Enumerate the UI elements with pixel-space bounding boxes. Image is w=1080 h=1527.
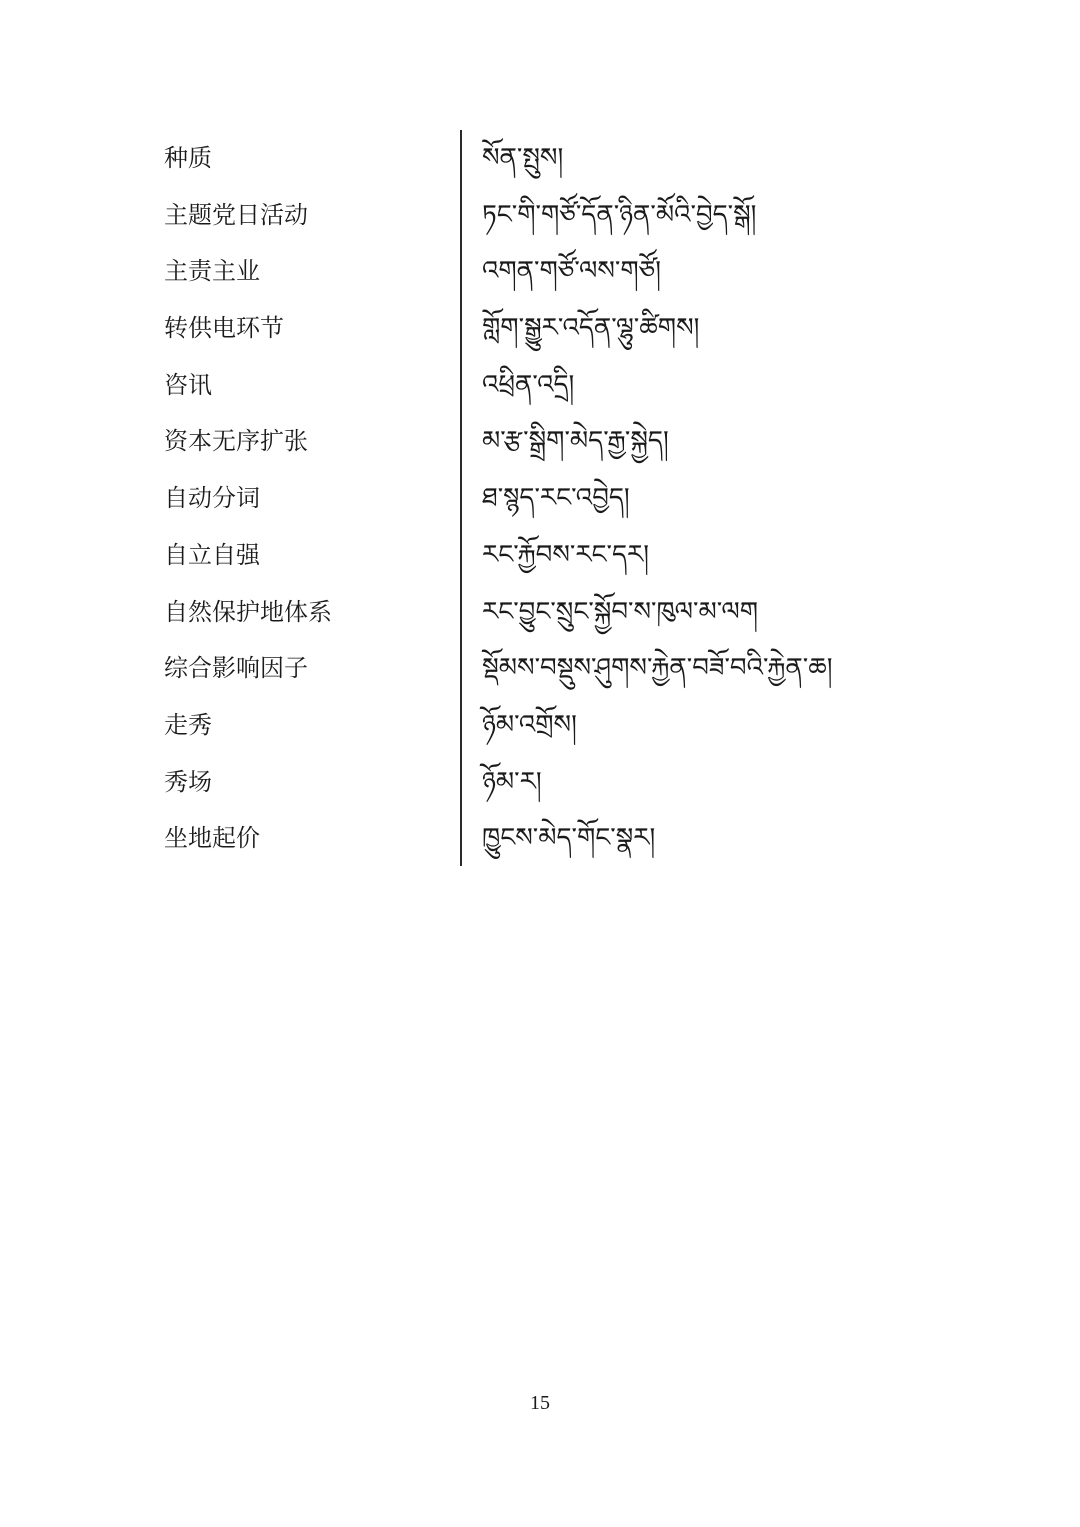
chinese-term: 自然保护地体系 xyxy=(164,597,332,626)
tibetan-term: འཕྲིན་འདྲི། xyxy=(482,369,575,400)
tibetan-term: སོན་སྤུས། xyxy=(482,143,564,173)
glossary-row xyxy=(0,187,1080,244)
glossary-row xyxy=(0,300,1080,357)
chinese-term: 坐地起价 xyxy=(164,824,260,853)
glossary-row xyxy=(0,357,1080,414)
glossary-row xyxy=(0,697,1080,754)
glossary-row xyxy=(0,470,1080,527)
glossary-row xyxy=(0,413,1080,470)
chinese-term: 转供电环节 xyxy=(164,314,284,343)
chinese-term: 自立自强 xyxy=(164,540,260,569)
tibetan-term: ཁྱུངས་མེད་གོང་སྣར། xyxy=(482,823,656,854)
tibetan-term: ཉོམ་ར། xyxy=(482,766,542,797)
chinese-term: 自动分词 xyxy=(164,484,260,513)
column-divider xyxy=(460,130,462,866)
tibetan-term: འགན་གཙོ་ལས་གཙོ། xyxy=(482,256,661,287)
tibetan-term: གློག་སྒྱུར་འདོན་ལྷུ་ཚིགས། xyxy=(482,313,700,344)
glossary-row xyxy=(0,527,1080,584)
chinese-term: 综合影响因子 xyxy=(164,654,308,683)
chinese-term: 资本无序扩张 xyxy=(164,427,308,456)
tibetan-term: ཏང་གི་གཙོ་དོན་ཉིན་མོའི་བྱེད་སྒོ། xyxy=(482,199,757,230)
glossary-row xyxy=(0,584,1080,641)
tibetan-term: ཐ་སྙད་རང་འབྱེད། xyxy=(482,483,630,514)
chinese-term: 走秀 xyxy=(164,710,212,739)
tibetan-term: སྡོམས་བསྡུས་ཤུགས་རྐྱེན་བཟོ་བའི་རྐྱེན་ཆ། xyxy=(482,653,833,684)
glossary-row xyxy=(0,810,1080,867)
chinese-term: 主责主业 xyxy=(164,257,260,286)
chinese-term: 秀场 xyxy=(164,767,212,796)
glossary-row xyxy=(0,640,1080,697)
glossary-row xyxy=(0,754,1080,811)
tibetan-term: རང་བྱུང་སྲུང་སྐྱོབ་ས་ཁུལ་མ་ལག xyxy=(482,596,759,627)
chinese-term: 种质 xyxy=(164,144,212,172)
chinese-term: 主题党日活动 xyxy=(164,200,308,229)
tibetan-term: རང་རྐྱོབས་རང་དར། xyxy=(482,539,650,570)
tibetan-term: ཉོམ་འགྲོས། xyxy=(482,709,577,740)
page-number: 15 xyxy=(530,1392,550,1414)
glossary-table xyxy=(0,130,1080,867)
chinese-term: 咨讯 xyxy=(164,370,212,399)
tibetan-term: མ་རྩ་སྒྲིག་མེད་རྒྱ་སྐྱེད། xyxy=(482,426,669,457)
glossary-row xyxy=(0,130,1080,187)
glossary-row xyxy=(0,243,1080,300)
